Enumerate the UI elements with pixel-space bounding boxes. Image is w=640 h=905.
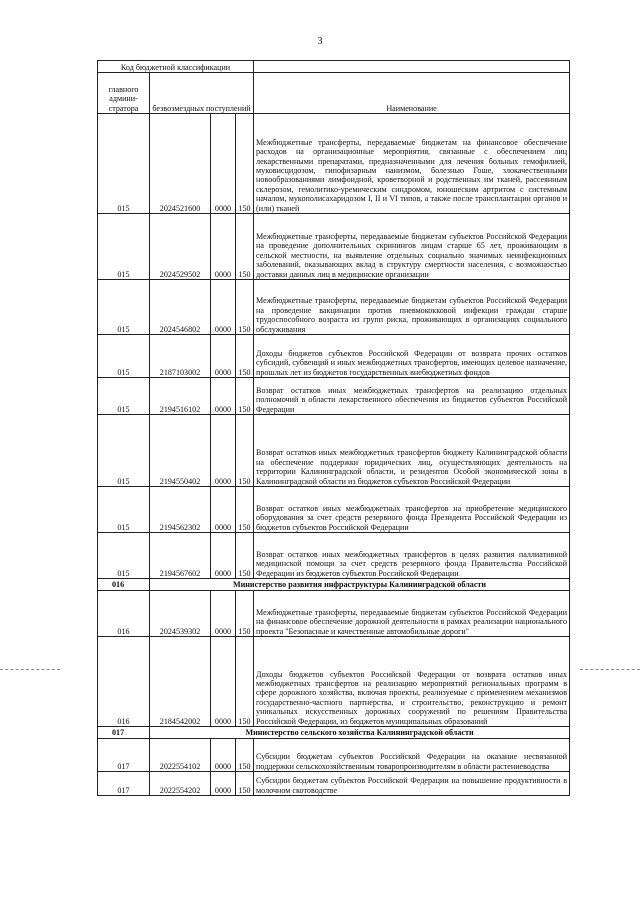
admin-code: 015 — [98, 280, 150, 335]
revenue-code: 2194562302 — [150, 487, 211, 533]
scan-fold-line-right — [580, 669, 640, 670]
row-description: Возврат остатков иных межбюджетных трансфертов на приобретение медицинского оборудования за счет средств резервного фонда Президента Российской Федерации из бюджетов субъектов Российской Федерации — [254, 487, 570, 533]
table-row — [98, 739, 570, 772]
revenue-code: 2194550402 — [150, 415, 211, 487]
ministry-name: Министерство сельского хозяйства Калининградской области — [150, 727, 570, 739]
kind-code: 150 — [236, 415, 254, 487]
admin-code: 016 — [98, 591, 150, 637]
subtype-code: 0000 — [211, 415, 236, 487]
admin-code: 015 — [98, 487, 150, 533]
admin-code: 015 — [98, 415, 150, 487]
table-row — [98, 378, 570, 415]
revenue-code: 2024529502 — [150, 214, 211, 280]
ministry-admin-code: 017 — [98, 727, 150, 739]
revenue-code: 2024539302 — [150, 591, 211, 637]
row-description: Субсидии бюджетам субъектов Российской Федерации на оказание несвязанной поддержки сельскохозяйственным товаропроизводителям в области растениеводства — [254, 739, 570, 772]
row-description: Возврат остатков иных межбюджетных трансфертов в целях развития паллиативной медицинской помощи за счет средств резервного фонда Правительства Российской Федерации из бюджетов субъектов Российской Федерации — [254, 533, 570, 579]
subtype-code: 0000 — [211, 378, 236, 415]
subtype-code: 0000 — [211, 114, 236, 214]
row-description: Межбюджетные трансферты, передаваемые бюджетам субъектов Российской Федерации на финансовое обеспечение дорожной деятельности в рамках реализации национального проекта "Безопасные и качественные автомобильные дороги" — [254, 591, 570, 637]
subtype-code: 0000 — [211, 214, 236, 280]
subtype-code: 0000 — [211, 487, 236, 533]
admin-code: 015 — [98, 533, 150, 579]
ministry-name: Министерство развития инфраструктуры Калининградской области — [150, 579, 570, 591]
admin-code: 015 — [98, 378, 150, 415]
ministry-row — [98, 579, 570, 591]
admin-code: 015 — [98, 114, 150, 214]
name-column-header: Наименование — [254, 73, 570, 114]
subtype-code: 0000 — [211, 591, 236, 637]
budget-classification-table — [97, 60, 570, 796]
table-row — [98, 114, 570, 214]
scan-fold-line-left — [0, 669, 60, 670]
kind-code: 150 — [236, 280, 254, 335]
kind-code: 150 — [236, 637, 254, 727]
subtype-code: 0000 — [211, 335, 236, 378]
revenue-code: 2024521600 — [150, 114, 211, 214]
admin-code: 016 — [98, 637, 150, 727]
revenue-column-header: безвозмездных поступлений — [150, 73, 254, 114]
revenue-code: 2024546802 — [150, 280, 211, 335]
code-classification-header: Код бюджетной классификации — [98, 61, 254, 73]
revenue-code: 2194516102 — [150, 378, 211, 415]
kind-code: 150 — [236, 591, 254, 637]
subtype-code: 0000 — [211, 280, 236, 335]
kind-code: 150 — [236, 114, 254, 214]
table-row — [98, 772, 570, 796]
ministry-admin-code: 016 — [98, 579, 150, 591]
row-description: Возврат остатков иных межбюджетных трансфертов на реализацию отдельных полномочий в области лекарственного обеспечения из бюджетов субъектов Российской Федерации — [254, 378, 570, 415]
table-row — [98, 214, 570, 280]
revenue-code: 2184542002 — [150, 637, 211, 727]
subtype-code: 0000 — [211, 533, 236, 579]
admin-column-header: главного админи-стратора — [98, 73, 150, 114]
subtype-code: 0000 — [211, 637, 236, 727]
table-row — [98, 415, 570, 487]
kind-code: 150 — [236, 378, 254, 415]
table-row — [98, 487, 570, 533]
page-number: 3 — [317, 36, 323, 47]
row-description: Доходы бюджетов субъектов Российской Федерации от возврата остатков иных межбюджетных трансфертов на реализацию мероприятий региональных программ в сфере дорожного хозяйства, включая проекты, реализуемые с применением механизмов государственно-частного партнерства, и строительство, реконструкцию и ремонт уникальных искусственных дорожных сооружений по решениям Правительства Российской Федерации, из бюджетов муниципальных образований — [254, 637, 570, 727]
name-header-top — [254, 61, 570, 73]
table-row — [98, 637, 570, 727]
kind-code: 150 — [236, 739, 254, 772]
row-description: Межбюджетные трансферты, передаваемые бюджетам субъектов Российской Федерации на проведение вакцинации против пневмококковой инфекции граждан старше трудоспособного возраста из групп риска, проживающих в организациях социального обслуживания — [254, 280, 570, 335]
ministry-row — [98, 727, 570, 739]
subtype-code: 0000 — [211, 739, 236, 772]
table-row — [98, 280, 570, 335]
kind-code: 150 — [236, 772, 254, 796]
table-row — [98, 335, 570, 378]
admin-code: 015 — [98, 335, 150, 378]
subtype-code: 0000 — [211, 772, 236, 796]
revenue-code: 2187103002 — [150, 335, 211, 378]
kind-code: 150 — [236, 487, 254, 533]
table-row — [98, 533, 570, 579]
row-description: Доходы бюджетов субъектов Российской Федерации от возврата прочих остатков субсидий, субвенций и иных межбюджетных трансфертов, имеющих целевое назначение, прошлых лет из бюджетов государственных внебюджетных фондов — [254, 335, 570, 378]
admin-code: 015 — [98, 214, 150, 280]
row-description: Межбюджетные трансферты, передаваемые бюджетам субъектов Российской Федерации на проведение дополнительных скринингов лицам старше 65 лет, проживающим в сельской местности, на выявление отдельных социально значимых неинфекционных заболеваний, оказывающих вклад в структуру смертности населения, с возможностью доставки данных лиц в медицинские организации — [254, 214, 570, 280]
revenue-code: 2022554102 — [150, 739, 211, 772]
table-row — [98, 591, 570, 637]
row-description: Межбюджетные трансферты, передаваемые бюджетам на финансовое обеспечение расходов на организационные мероприятия, связанные с обеспечением лиц лекарственными препаратами, предназначенными для лечения больных гемофилией, муковисцидозом, гипофизарным нанизмом, болезнью Гоше, злокачественными новообразованиями лимфоидной, кроветворной и родственных им тканей, рассеянным склерозом, гемолитико-уремическим синдромом, юношеским артритом с системным началом, мукополисахаридозом I, II и VI типов, а также после трансплантации органов и (или) тканей — [254, 114, 570, 214]
kind-code: 150 — [236, 214, 254, 280]
row-description: Субсидии бюджетам субъектов Российской Федерации на повышение продуктивности в молочном скотоводстве — [254, 772, 570, 796]
kind-code: 150 — [236, 335, 254, 378]
kind-code: 150 — [236, 533, 254, 579]
revenue-code: 2022554202 — [150, 772, 211, 796]
row-description: Возврат остатков иных межбюджетных трансфертов бюджету Калининградской области на обеспечение поддержки юридических лиц, осуществляющих деятельность на территории Калининградской области, и резидентов Особой экономической зоны в Калининградской области из бюджетов субъектов Российской Федерации — [254, 415, 570, 487]
admin-code: 017 — [98, 772, 150, 796]
admin-code: 017 — [98, 739, 150, 772]
revenue-code: 2194567602 — [150, 533, 211, 579]
